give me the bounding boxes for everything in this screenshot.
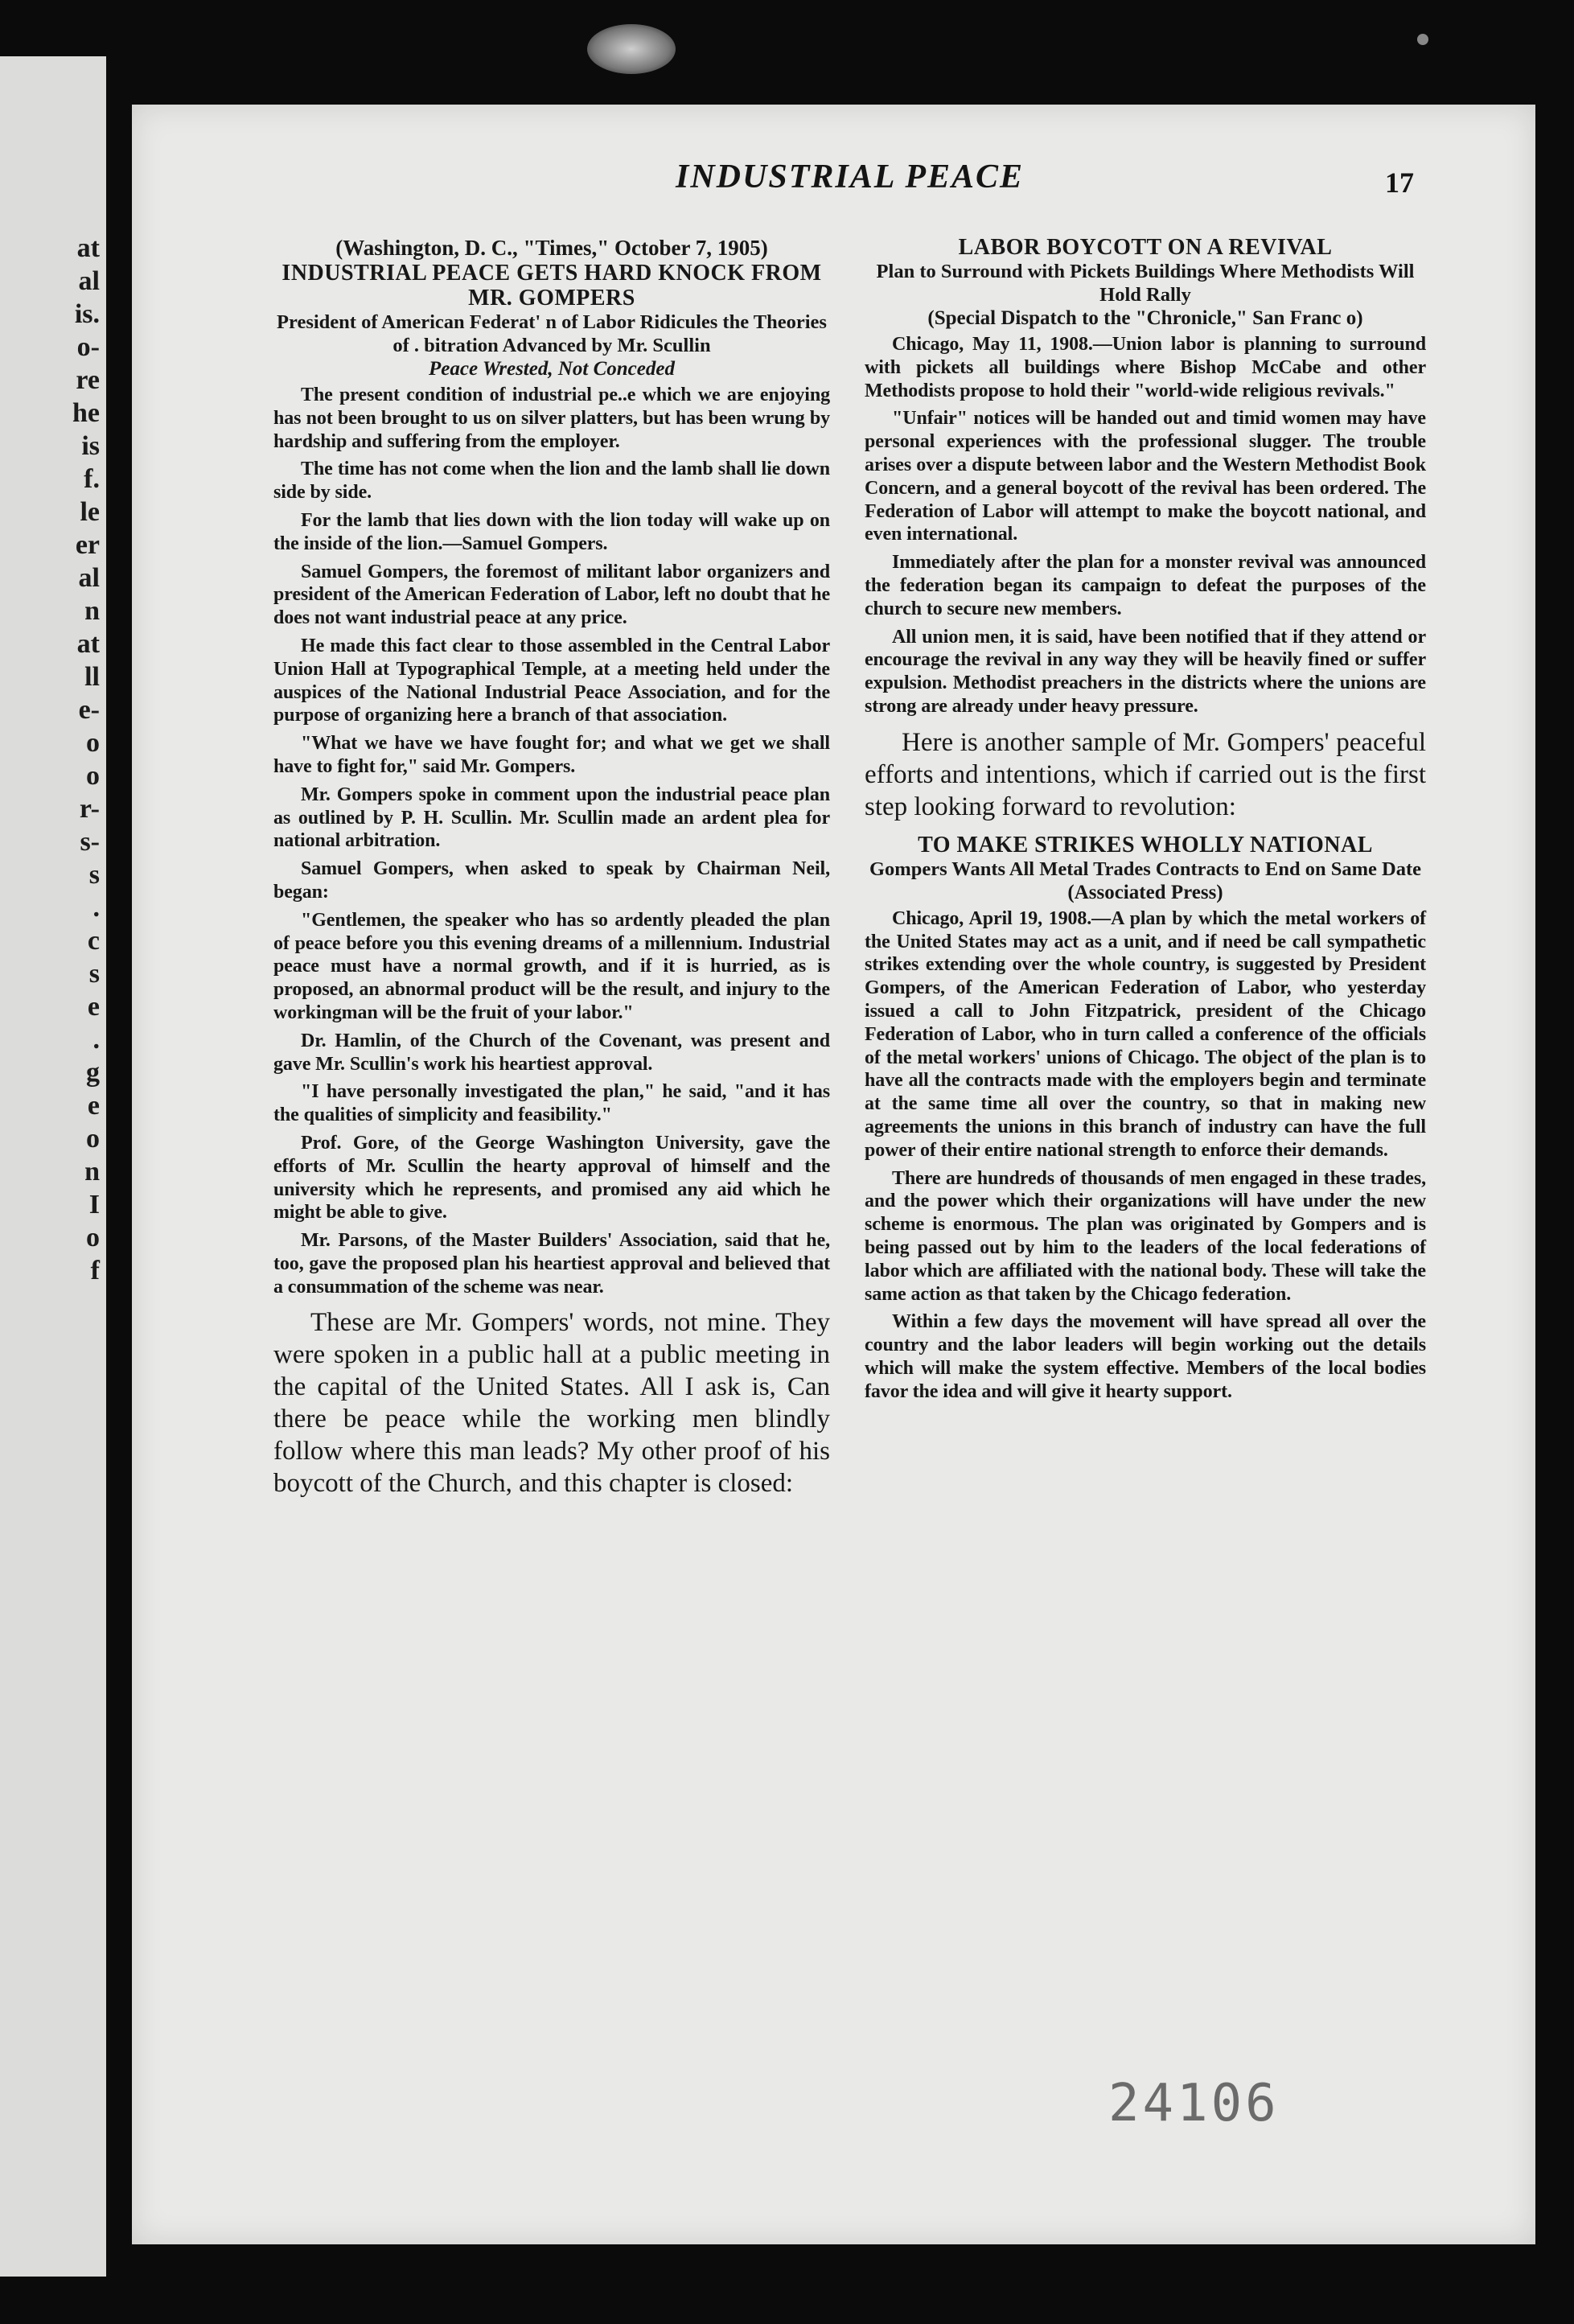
- margin-fragment: e: [87, 992, 100, 1022]
- margin-fragment: is.: [74, 299, 100, 329]
- article-headline: INDUSTRIAL PEACE GETS HARD KNOCK FROM MR. GOMPERS: [282, 261, 822, 311]
- archive-stamp-number: 24106: [1108, 2074, 1280, 2133]
- article-headline: LABOR BOYCOTT ON A REVIVAL: [958, 235, 1333, 260]
- author-commentary: These are Mr. Gompers' words, not mine. They were spoken in a public hall at a public meeting in the capital of the United States. All I ask is, Can there be peace while the working men blindly follow where this man leads? My other proof of his boycott of the Church, and this chapter is closed:: [273, 1308, 830, 1499]
- margin-fragment: g: [86, 1058, 100, 1088]
- margin-fragment: f.: [84, 464, 100, 494]
- margin-fragment: .: [92, 1025, 100, 1055]
- paragraph: Mr. Gompers spoke in comment upon the industrial peace plan as outlined by P. H. Scullin. Mr. Scullin made an ardent plea for national arbitration.: [273, 784, 830, 852]
- margin-fragment: le: [80, 497, 100, 527]
- paragraph: Mr. Parsons, of the Master Builders' Association, said that he, too, gave the proposed plan his heartiest approval and believed that a consummation of the scheme was near.: [273, 1230, 830, 1298]
- paragraph: There are hundreds of thousands of men engaged in these trades, and the power which their organizations will have under the new scheme is enormous. The plan was originated by Gompers and is being passed out by him to the leaders of the local federations of labor which are affiliated with the national body. These will take the same action as that taken by the Chicago federation.: [865, 1167, 1426, 1305]
- paragraph: Chicago, April 19, 1908.—A plan by which the metal workers of the United States may act as a unit, and if need be call sympathetic strikes extending over the whole country, is suggested by President Gompers, of the American Federation of Labor, who yesterday issued a call to John Fitzpatrick, president of the Chicago Federation of Labor, who in turn called a conference of the officials of the metal workers' unions of Chicago. The object of the plan is to have all the contracts made with the employers begin and terminate at the same time all over the country, so that in making new agreements the unions in this branch of industry can have the full power of their entire national strength to enforce their demands.: [865, 907, 1426, 1161]
- margin-fragment: f: [90, 1256, 100, 1285]
- paragraph: Prof. Gore, of the George Washington University, gave the efforts of Mr. Scullin the hearty approval of himself and the university which he represents, and promised any aid which he might be able to give.: [273, 1132, 830, 1224]
- paragraph: All union men, it is said, have been notified that if they attend or encourage the revival in any way they will be heavily fined or suffer expulsion. Methodist preachers in the districts where the unions are strong are already under heavy pressure.: [865, 626, 1426, 717]
- margin-fragment: s: [88, 860, 100, 890]
- margin-fragment: al: [78, 266, 100, 296]
- margin-fragment: is: [81, 431, 100, 461]
- margin-fragment: o-: [76, 332, 100, 362]
- margin-fragment: he: [72, 398, 100, 428]
- left-paragraphs: [273, 384, 830, 1298]
- margin-fragment: r-: [79, 794, 100, 824]
- scan-mark: [1417, 34, 1428, 45]
- article-subhead-2: Gompers Wants All Metal Trades Contracts to End on Same Date: [869, 858, 1421, 880]
- margin-fragment: o: [86, 761, 100, 791]
- paragraph: Within a few days the movement will have spread all over the country and the labor leaders will begin working out the details which will make the system effective. Members of the local bodies favor the idea and will give it hearty support.: [865, 1311, 1426, 1402]
- margin-fragment: er: [75, 530, 100, 560]
- margin-fragment: e-: [78, 695, 100, 725]
- margin-fragment: s: [88, 959, 100, 989]
- margin-fragment: at: [76, 629, 100, 659]
- paragraph: Immediately after the plan for a monster revival was announced the federation began its campaign to defeat the purposes of the church to secure new members.: [865, 552, 1426, 619]
- margin-fragment: c: [87, 926, 100, 956]
- paragraph: Chicago, May 11, 1908.—Union labor is planning to surround with pickets all buildings where Bishop McCabe and other Methodists propose to hold their "world-wide religious revivals.": [865, 334, 1426, 401]
- margin-fragment: o: [86, 728, 100, 758]
- article-subhead: Plan to Surround with Pickets Buildings Where Methodists Will Hold Rally: [876, 261, 1415, 306]
- margin-fragment: I: [88, 1190, 100, 1220]
- paragraph: He made this fact clear to those assembled in the Central Labor Union Hall at Typographical Temple, at a meeting held under the auspices of the National Industrial Peace Association, and for the purpose of organizing here a branch of that association.: [273, 635, 830, 726]
- book-gutter: [106, 48, 132, 2285]
- dateline: (Washington, D. C., "Times," October 7, 1905): [335, 236, 768, 260]
- author-transition: Here is another sample of Mr. Gompers' peaceful efforts and intentions, which if carried out is the first step looking forward to revolution:: [865, 727, 1426, 821]
- margin-fragment: re: [76, 365, 100, 395]
- margin-fragment: .: [92, 893, 100, 923]
- previous-page-strip: [0, 56, 106, 2277]
- margin-fragment: e: [87, 1091, 100, 1121]
- paragraph: "Gentlemen, the speaker who has so ardently pleaded the plan of peace before you this evening dreams of a millennium. Industrial peace must have a normal growth, and if it is hurried, as is proposed, an abnormal product will be the result, and injury to the workingman will be the fruit of your labor.": [273, 909, 830, 1023]
- paragraph: Dr. Hamlin, of the Church of the Covenant, was present and gave Mr. Scullin's work his heartiest approval.: [273, 1030, 830, 1075]
- left-column: [273, 235, 830, 1509]
- margin-fragment: s-: [80, 827, 100, 857]
- article-source-2: (Associated Press): [1067, 881, 1223, 903]
- paragraph: "What we have we have fought for; and what we get we shall have to fight for," said Mr. Gompers.: [273, 733, 830, 777]
- paragraph: The present condition of industrial pe..e which we are enjoying has not been brought to us on silver platters, but has been wrung by hardship and suffering from the employer.: [273, 385, 830, 452]
- margin-fragment: o: [86, 1223, 100, 1252]
- article-headline-2: TO MAKE STRIKES WHOLLY NATIONAL: [918, 832, 1373, 858]
- scan-blot: [587, 24, 676, 74]
- right-column: [865, 235, 1426, 1408]
- article-subhead: President of American Federat' n of Labor Ridicules the Theories of . bitration Advanced by Mr. Scullin: [277, 311, 827, 356]
- paragraph: Samuel Gompers, when asked to speak by Chairman Neil, began:: [273, 858, 830, 903]
- margin-fragment: ll: [84, 662, 100, 692]
- margin-fragment: n: [84, 596, 100, 626]
- paragraph: For the lamb that lies down with the lion today will wake up on the inside of the lion.—Samuel Gompers.: [273, 509, 830, 554]
- margin-fragment: o: [86, 1124, 100, 1154]
- paragraph: The time has not come when the lion and the lamb shall lie down side by side.: [273, 459, 830, 504]
- margin-fragment: n: [84, 1157, 100, 1187]
- margin-fragment: at: [76, 233, 100, 263]
- article-italic-subhead: Peace Wrested, Not Conceded: [429, 358, 675, 380]
- paragraph: "I have personally investigated the plan," he said, "and it has the qualities of simplicity and feasibility.": [273, 1081, 830, 1126]
- article-source: (Special Dispatch to the "Chronicle," San Franc o): [927, 307, 1363, 329]
- margin-fragment: al: [78, 563, 100, 593]
- running-title: INDUSTRIAL PEACE: [676, 158, 1025, 195]
- paragraph: Samuel Gompers, the foremost of militant labor organizers and president of the American Federation of Labor, left no doubt that he does not want industrial peace at any price.: [273, 561, 830, 629]
- page-number: 17: [1385, 167, 1414, 199]
- paragraph: "Unfair" notices will be handed out and timid women may have personal experiences with the professional slugger. The trouble arises over a dispute between labor and the Western Methodist Book Concern, and a general boycott of the revival has been ordered. The Federation of Labor will attempt to make the boycott national, and even international.: [865, 408, 1426, 545]
